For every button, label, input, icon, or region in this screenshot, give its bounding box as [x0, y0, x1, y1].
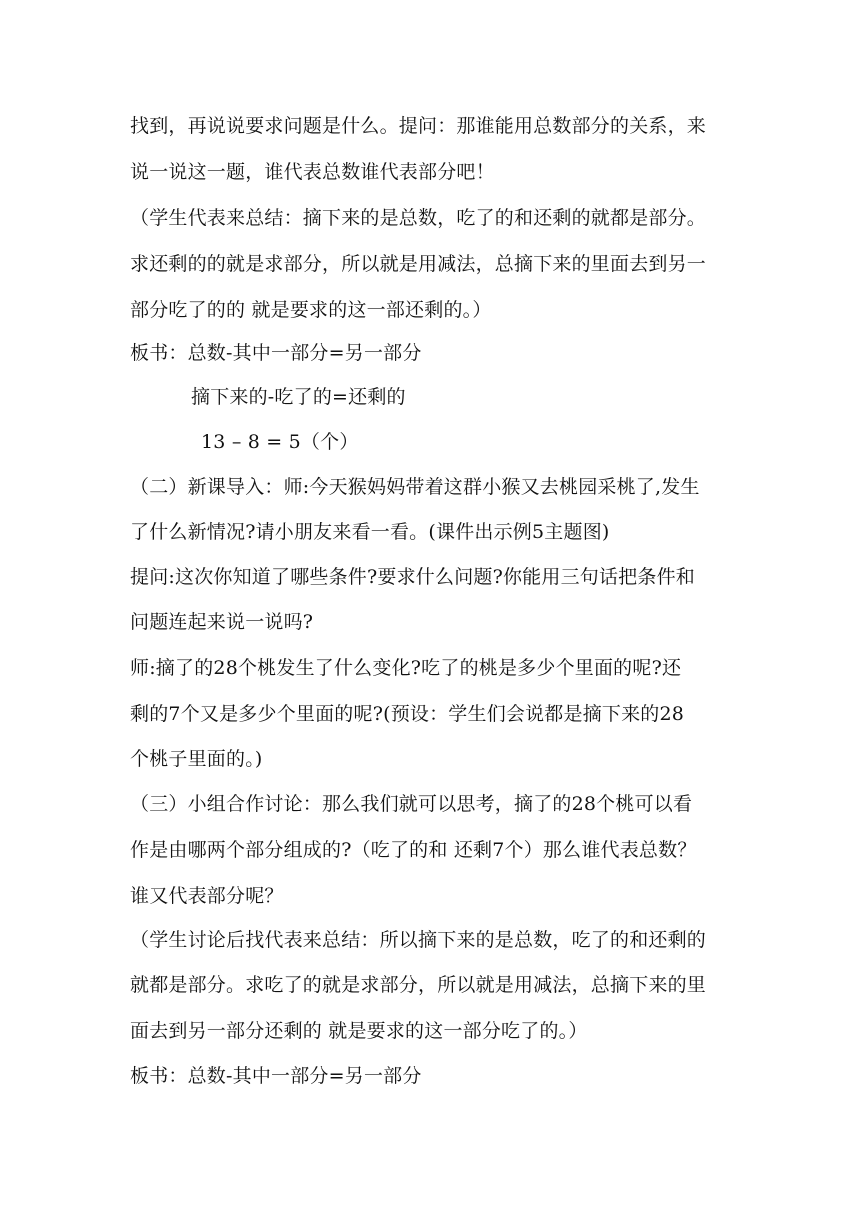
paragraph-line: 找到，再说说要求问题是什么。提问：那谁能用总数部分的关系，来 — [130, 115, 707, 137]
paragraph-line: 部分吃了的的 就是要求的这一部还剩的。） — [130, 299, 492, 321]
paragraph-line: 了什么新情况?请小朋友来看一看。(课件出示例5主题图) — [130, 521, 610, 543]
section-heading-line: （二）新课导入：师:今天猴妈妈带着这群小猴又去桃园采桃了,发生 — [130, 476, 700, 498]
paragraph-line: 求还剩的的就是求部分，所以就是用减法，总摘下来的里面去到另一 — [130, 253, 707, 275]
paragraph-line: 面去到另一部分还剩的 就是要求的这一部分吃了的。） — [130, 1020, 588, 1042]
board-writing-line: 板书：总数-其中一部分=另一部分 — [130, 342, 422, 364]
board-writing-line: 板书：总数-其中一部分=另一部分 — [130, 1065, 422, 1087]
paragraph-line: 作是由哪两个部分组成的?（吃了的和 还剩7个）那么谁代表总数？ — [130, 839, 697, 861]
paragraph-line: （学生讨论后找代表来总结：所以摘下来的是总数，吃了的和还剩的 — [130, 929, 707, 951]
paragraph-line: 问题连起来说一说吗? — [130, 611, 314, 633]
paragraph-line: 个桃子里面的。) — [130, 748, 263, 770]
board-formula-numbers: 13 – 8 = 5（个） — [201, 431, 359, 453]
board-formula-words: 摘下来的-吃了的=还剩的 — [191, 386, 406, 408]
paragraph-line: 师:摘了的28个桃发生了什么变化?吃了的桃是多少个里面的呢?还 — [130, 657, 682, 679]
paragraph-line: 谁又代表部分呢？ — [130, 885, 284, 907]
paragraph-line: 提问:这次你知道了哪些条件?要求什么问题?你能用三句话把条件和 — [130, 566, 695, 588]
section-heading-line: （三）小组合作讨论：那么我们就可以思考，摘了的28个桃可以看 — [130, 793, 693, 815]
paragraph-line: 说一说这一题，谁代表总数谁代表部分吧！ — [130, 161, 495, 183]
paragraph-line: 剩的7个又是多少个里面的呢?(预设：学生们会说都是摘下来的28 — [130, 703, 685, 725]
paragraph-line: 就都是部分。求吃了的就是求部分，所以就是用减法，总摘下来的里 — [130, 974, 707, 996]
paragraph-line: （学生代表来总结：摘下来的是总数，吃了的和还剩的就都是部分。 — [130, 207, 707, 229]
